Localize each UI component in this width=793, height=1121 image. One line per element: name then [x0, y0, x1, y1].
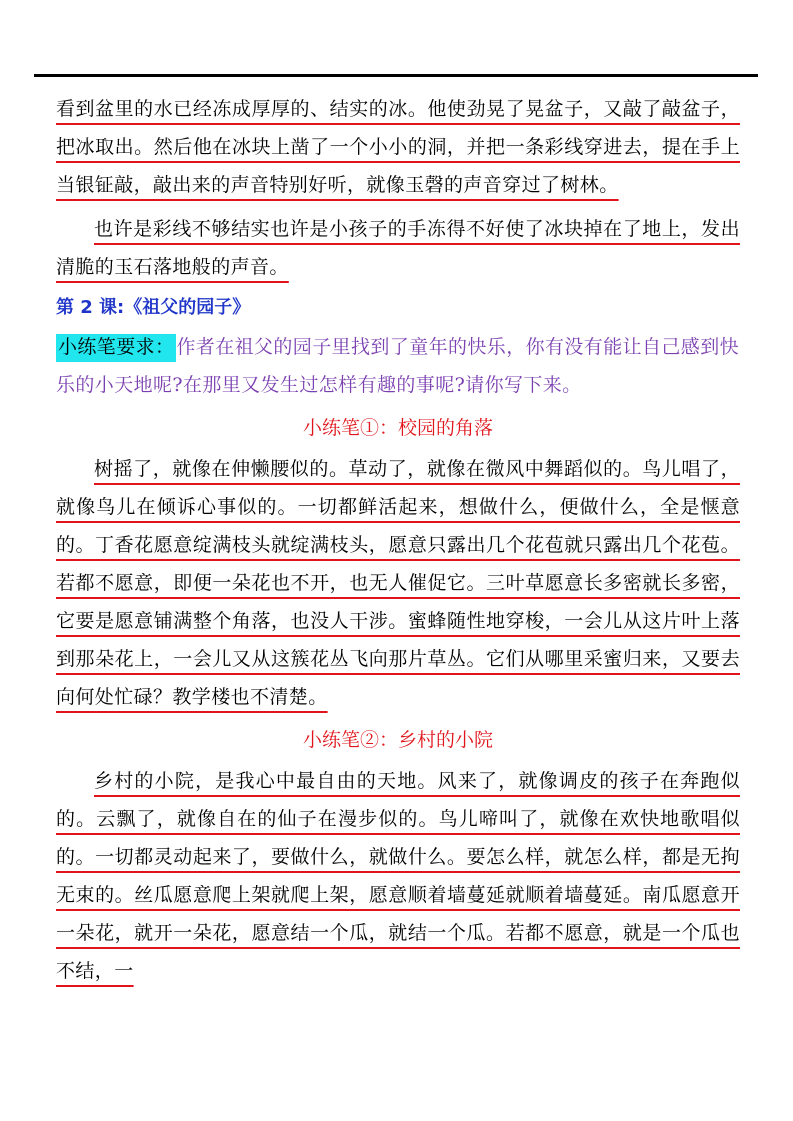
- exercise-1-text: 树摇了，就像在伸懒腰似的。草动了，就像在微风中舞蹈似的。鸟儿唱了，就像鸟儿在倾诉心事似的。一切都鲜活起来，想做什么，便做什么，全是惬意的。丁香花愿意绽满枝头就绽满枝头，愿意只露出几个花苞就只露出几个花苞。若都不愿意，即便一朵花也不开，也无人催促它。三叶草愿意长多密就长多密，它要是愿意铺满整个角落，也没人干涉。蜜蜂随性地穿梭，一会儿从这片叶上落到那朵花上，一会儿又从这簇花丛飞向那片草丛。它们从哪里采蜜归来，又要去向何处忙碌？教学楼也不清楚。: [56, 458, 740, 708]
- exercise-2-title: 小练笔②：乡村的小院: [302, 729, 493, 751]
- document-body: [56, 90, 740, 990]
- writing-requirement: [56, 328, 740, 404]
- requirement-label: 小练笔要求：: [56, 334, 176, 362]
- exercise-1-title: 小练笔①：校园的角落: [302, 417, 493, 439]
- paragraph-ice-bell: 看到盆里的水已经冻成厚厚的、结实的冰。他使劲晃了晃盆子，又敲了敲盆子，把冰取出。然后他在冰块上凿了一个小小的洞，并把一条彩线穿进去，提在手上当银钲敲，敲出来的声音特别好听，就像玉磬的声音穿过了树林。: [56, 98, 740, 196]
- paragraph-ice-fall: 也许是彩线不够结实也许是小孩子的手冻得不好使了冰块掉在了地上，发出清脆的玉石落地般的声音。: [56, 218, 740, 278]
- exercise-2-text: 乡村的小院，是我心中最自由的天地。风来了，就像调皮的孩子在奔跑似的。云飘了，就像自在的仙子在漫步似的。鸟儿啼叫了，就像在欢快地歌唱似的。一切都灵动起来了，要做什么，就做什么。要怎么样，就怎么样，都是无拘无束的。丝瓜愿意爬上架就爬上架，愿意顺着墙蔓延就顺着墙蔓延。南瓜愿意开一朵花，就开一朵花，愿意结一个瓜，就结一个瓜。若都不愿意，就是一个瓜也不结，一: [56, 770, 740, 982]
- lesson-title: 第 2 课:《祖父的园子》: [56, 297, 251, 318]
- requirement-text: 作者在祖父的园子里找到了童年的快乐，你有没有能让自己感到快乐的小天地呢?在那里又发生过怎样有趣的事呢?请你写下来。: [56, 336, 740, 396]
- header-rule: [34, 74, 758, 77]
